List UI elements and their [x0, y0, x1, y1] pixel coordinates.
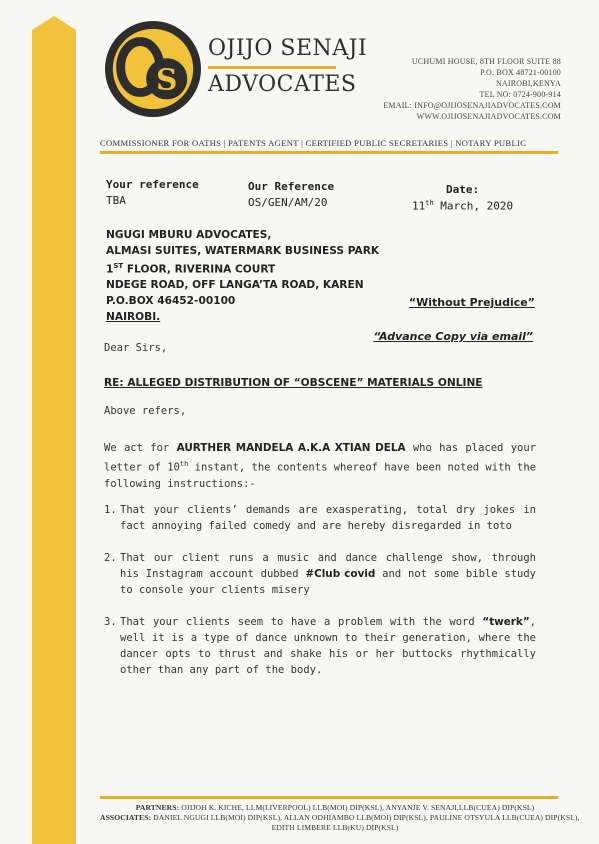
- address-line: UCHUMI HOUSE, 8TH FLOOR SUITE 88: [411, 57, 561, 66]
- letter-subject: RE: ALLEGED DISTRIBUTION OF “OBSCENE” MATERIALS ONLINE: [104, 377, 483, 389]
- instruction-number: 3.: [104, 616, 117, 628]
- instruction-number: 2.: [104, 552, 117, 564]
- our-reference: [248, 180, 334, 209]
- partners-line: PARTNERS: OJIJOH K. KICHE, LLM(LIVERPOOL) LLB(MOI) DIP(KSL), ANYANJE V. SENAJI,LLB(CUEA) DIP(KSL): [135, 803, 535, 812]
- instruction-item: [104, 614, 536, 678]
- recipient-address: [106, 228, 379, 325]
- your-reference: [106, 178, 199, 207]
- firm-logo: [104, 20, 202, 118]
- recipient-line: NDEGE ROAD, OFF LANGA’TA ROAD, KAREN: [106, 279, 364, 292]
- quoted-word: “twerk”: [482, 616, 530, 628]
- firm-name-line1: OJIJO SENAJI: [208, 36, 368, 61]
- firm-name-line2: ADVOCATES: [208, 72, 357, 97]
- instruction-text: That your clients seem to have a problem with the word “twerk”, well it is a type of dance unknown to their generation, where the dancer opts to thrust and shake his or her buttocks rhythmically other than any part of the body.: [120, 616, 536, 676]
- svg-text:S: S: [156, 61, 178, 97]
- date-value: 11th March, 2020: [412, 199, 514, 213]
- gold-sidebar-stripe: [32, 30, 76, 844]
- firm-address-block: [383, 56, 561, 122]
- footer-partners: [100, 803, 580, 833]
- associates-line-2: EDITH LIMBERE LLB(KU) DIP(KSL): [271, 823, 399, 832]
- without-prejudice-mark: “Without Prejudice”: [408, 296, 535, 309]
- recipient-line: ALMASI SUITES, WATERMARK BUSINESS PARK: [106, 244, 380, 257]
- firm-name-divider: [208, 66, 336, 69]
- address-line: EMAIL: INFO@OJIJOSENAJIADVOCATES.COM: [383, 101, 561, 110]
- footer-divider: [100, 796, 558, 799]
- instruction-number: 1.: [104, 504, 117, 516]
- recipient-line: NGUGI MBURU ADVOCATES,: [106, 229, 272, 241]
- client-name: AURTHER MANDELA A.K.A XTIAN DELA: [176, 442, 406, 454]
- your-reference-label: Your reference: [106, 178, 199, 191]
- header-divider: [100, 151, 558, 154]
- address-line: P.O. BOX 48721-00100: [480, 68, 561, 77]
- instruction-text: That our client runs a music and dance challenge show, through his Instagram account dubbed #Club covid and not some bible study to console your clients misery: [120, 552, 536, 596]
- instruction-item: [104, 502, 536, 534]
- services-line: COMMISSIONER FOR OATHS | PATENTS AGENT | CERTIFIED PUBLIC SECRETARIES | NOTARY PUBLIC: [100, 138, 527, 148]
- date-label: Date:: [446, 183, 480, 196]
- address-line: TEL NO: 0724-900-914: [479, 90, 561, 99]
- hashtag: #Club covid: [305, 568, 376, 580]
- associates-line: ASSOCIATES: DANIEL NGUGI LLB(MOI) DIP(KSL), ALLAN ODHIAMBO LLB(MOI) DIP(KSL), PAULINE OTSYULA LLB(CUEA) DIP(KSL),: [100, 813, 580, 822]
- intro-paragraph: We act for AURTHER MANDELA A.K.A XTIAN DELA who has placed your letter of 10th instant, the contents whereof have been noted with the following instructions:-: [104, 442, 537, 490]
- instruction-item: [104, 550, 536, 598]
- salutation: Dear Sirs,: [104, 342, 168, 354]
- instruction-text: That your clients’ demands are exasperating, total dry jokes in fact annoying failed comedy and are hereby disregarded in toto: [120, 504, 536, 532]
- above-refers: Above refers,: [104, 405, 187, 417]
- our-reference-value: OS/GEN/AM/20: [248, 196, 328, 209]
- recipient-line: P.O.BOX 46452-00100: [106, 294, 236, 307]
- letter-date: [412, 183, 513, 213]
- address-line: NAIROBI,KENYA: [495, 79, 561, 88]
- recipient-line: 1ST FLOOR, RIVERINA COURT: [106, 262, 276, 276]
- our-reference-label: Our Reference: [248, 180, 335, 193]
- advance-copy-mark: “Advance Copy via email”: [373, 330, 533, 343]
- recipient-line: NAIROBI.: [106, 310, 161, 323]
- your-reference-value: TBA: [106, 194, 126, 207]
- address-line: WWW.OJIJOSENAJIADVOCATES.COM: [416, 112, 561, 121]
